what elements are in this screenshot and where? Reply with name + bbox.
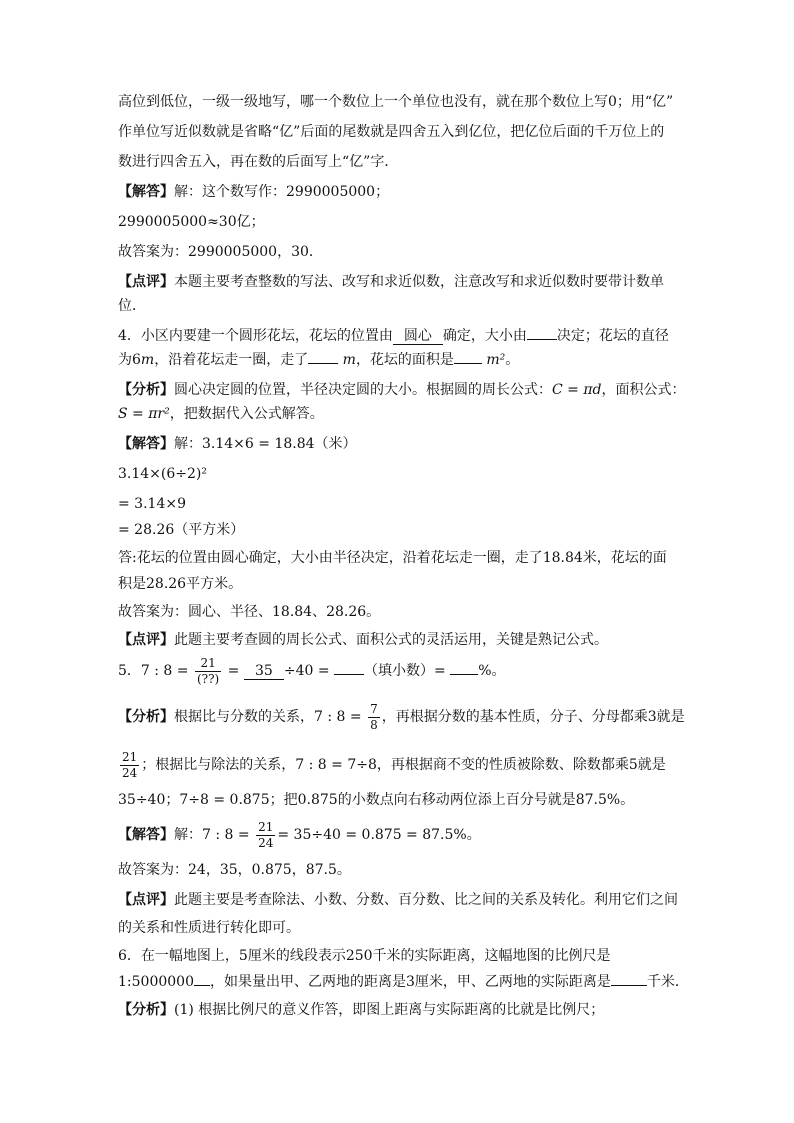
section-tag: 【点评】 xyxy=(118,892,174,908)
text-line: 的关系和性质进行转化即可。 xyxy=(118,920,300,936)
text-line: 故答案为：2990005000，30． xyxy=(118,244,323,260)
fraction: $\frac{7}{8}$ xyxy=(370,701,378,732)
text-line: 数进行四舍五入，再在数的后面写上“亿”字． xyxy=(118,154,399,170)
analysis-line: 35÷40；7÷8 = 0.875；把0.875的小数点向右移动两位添上百分号就是87.5%。 xyxy=(118,792,635,808)
analysis-line: $\frac{21}{24}$ ；根据比与除法的关系，7 : 8 = 7÷8，再根据商不变的性质被除数、除数都乘5就是 xyxy=(122,749,666,780)
text-line: = 3.14×9 xyxy=(118,496,186,512)
analysis-line: 【分析】圆心决定圆的位置，半径决定圆的大小。根据圆的周长公式：C = πd，面积公式： xyxy=(118,382,686,398)
fraction: $\frac{21}{24}$ xyxy=(258,819,274,850)
blank-empty xyxy=(450,674,478,675)
blank-empty xyxy=(527,339,557,340)
blank-empty xyxy=(308,363,338,364)
text-line: 答:花坛的位置由圆心确定，大小由半径决定，沿着花坛走一圈，走了18.84米，花坛的面 xyxy=(118,550,667,566)
fraction: $\frac{21}{24}$ xyxy=(122,749,138,780)
section-tag: 【分析】 xyxy=(118,1002,174,1018)
comment-line: 【点评】此题主要考查圆的周长公式、面积公式的灵活运用，关键是熟记公式。 xyxy=(118,632,608,648)
question-4-line: 为6m，沿着花坛走一圈，走了 m，花坛的面积是 m²。 xyxy=(118,352,520,368)
section-tag: 【分析】 xyxy=(118,709,174,725)
question-6-line: 6．在一幅地图上，5厘米的线段表示250千米的实际距离，这幅地图的比例尺是 xyxy=(118,948,611,964)
section-tag: 【点评】 xyxy=(118,632,174,648)
blank-answer: 35 xyxy=(244,663,284,680)
fraction: $\frac{21}{(??)}$ xyxy=(196,655,220,686)
question-4-line: 4．小区内要建一个圆形花坛，花坛的位置由 圆心 确定，大小由 决定；花坛的直径 xyxy=(118,328,669,344)
text-line: 故答案为：24，35，0.875，87.5。 xyxy=(118,862,351,878)
section-tag: 【解答】 xyxy=(118,184,174,200)
comment-line: 【点评】本题主要考查整数的写法、改写和求近似数，注意改写和求近似数时要带计数单 xyxy=(118,274,664,290)
section-tag: 【解答】 xyxy=(118,827,174,843)
answer-line: 【解答】解：这个数写作：2990005000； xyxy=(118,184,390,200)
blank-empty xyxy=(334,674,364,675)
text-line: 故答案为：圆心、半径、18.84、28.26。 xyxy=(118,604,381,620)
analysis-line: 【分析】(1) 根据比例尺的意义作答，即图上距离与实际距离的比就是比例尺； xyxy=(118,1002,605,1018)
text-line: 位． xyxy=(118,298,146,314)
text-line: 积是28.26平方米。 xyxy=(118,576,243,592)
section-tag: 【解答】 xyxy=(118,436,174,452)
comment-line: 【点评】此题主要是考查除法、小数、分数、百分数、比之间的关系及转化。利用它们之间 xyxy=(118,892,678,908)
blank-answer: 圆心 xyxy=(393,328,443,345)
question-6-line: 1:5000000 ，如果量出甲、乙两地的距离是3厘米，甲、乙两地的实际距离是 千米． xyxy=(118,974,689,990)
text-line: 3.14×(6÷2)² xyxy=(118,466,207,482)
blank-empty xyxy=(611,985,647,986)
blank-empty xyxy=(194,985,210,986)
section-tag: 【分析】 xyxy=(118,382,174,398)
blank-empty xyxy=(454,363,482,364)
section-tag: 【点评】 xyxy=(118,274,174,290)
text-line: 2990005000≈30亿； xyxy=(118,214,265,230)
text-line: 高位到低位，一级一级地写，哪一个数位上一个单位也没有，就在那个数位上写0；用“亿” xyxy=(118,94,674,110)
answer-line: 【解答】解：3.14×6 = 18.84（米） xyxy=(118,436,357,452)
text-line: = 28.26（平方米） xyxy=(118,522,245,538)
analysis-line: 【分析】根据比与分数的关系，7 : 8 = $\frac{7}{8}$ ，再根据分数的基本性质，分子、分母都乘3就是 xyxy=(118,701,685,732)
analysis-line: S = πr²，把数据代入公式解答。 xyxy=(118,406,324,422)
text-line: 作单位写近似数就是省略“亿”后面的尾数就是四舍五入到亿位，把亿位后面的千万位上的 xyxy=(118,124,665,140)
question-5-line: 5．7 : 8 = $\frac{21}{(??)}$ = 35 ÷40 = （填小数）= %。 xyxy=(118,655,506,686)
answer-line: 【解答】解：7 : 8 = $\frac{21}{24}$ = 35÷40 = 0.875 = 87.5%。 xyxy=(118,819,481,850)
